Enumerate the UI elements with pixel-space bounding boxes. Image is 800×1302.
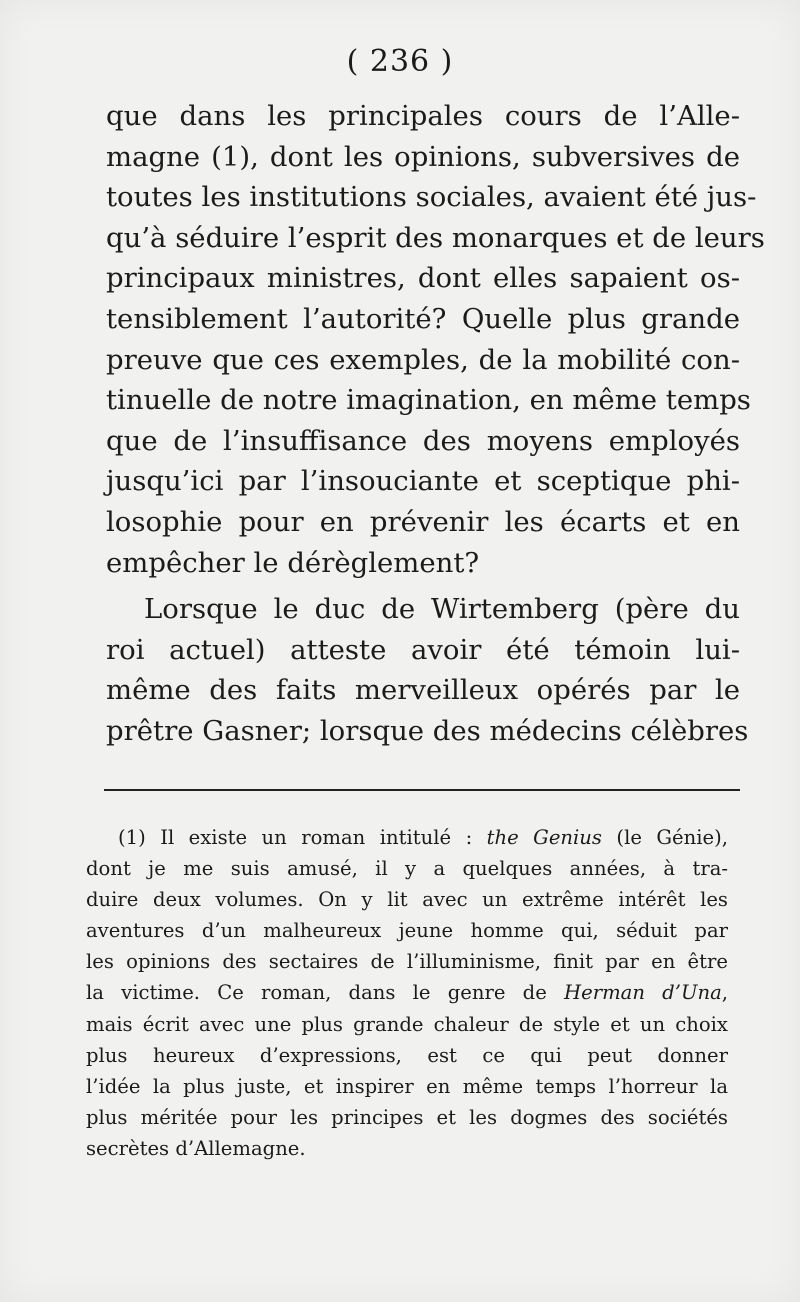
footnote-text: (1) Il existe un roman intitulé : xyxy=(118,826,487,849)
text-line: jusqu’ici par l’insouciante et sceptique phi- xyxy=(106,465,740,498)
footnote-line: les opinions des sectaires de l’illuminisme, finit par en être xyxy=(86,950,728,974)
text-line: que de l’insuffisance des moyens employés xyxy=(106,424,740,457)
text-line: que dans les principales cours de l’Alle- xyxy=(106,100,740,132)
text-line: losophie pour en prévenir les écarts et en xyxy=(106,505,740,538)
footnote-line: l’idée la plus juste, et inspirer en même temps l’horreur la xyxy=(86,1074,728,1098)
footnote-book-title: the Genius xyxy=(486,826,602,849)
footnote-line xyxy=(86,977,728,1008)
text-line: prêtre Gasner; lorsque des médecins célèbres xyxy=(106,714,749,747)
footnote-line: aventures d’un malheureux jeune homme qui, séduit par xyxy=(86,919,728,943)
page-number: ( 236 ) xyxy=(346,44,454,79)
footnote-line xyxy=(86,822,728,853)
text-line: qu’à séduire l’esprit des monarques et de leurs xyxy=(106,221,765,254)
text-line: magne (1), dont les opinions, subversives de xyxy=(106,140,740,173)
footnote-line: dont je me suis amusé, il y a quelques années, à tra- xyxy=(86,857,728,881)
footnote-line: secrètes d’Allemagne. xyxy=(86,1136,306,1160)
text-line: Lorsque le duc de Wirtemberg (père du xyxy=(144,593,740,626)
footnote-line: mais écrit avec une plus grande chaleur de style et un choix xyxy=(86,1012,728,1036)
footnote-divider xyxy=(104,789,740,791)
text-line: principaux ministres, dont elles sapaient os- xyxy=(106,262,740,295)
text-line: preuve que ces exemples, de la mobilité con- xyxy=(106,343,740,376)
text-line: tensiblement l’autorité? Quelle plus grande xyxy=(106,302,740,335)
footnote-text: , xyxy=(721,981,728,1005)
footnote-text: la victime. Ce roman, dans le genre de xyxy=(86,981,565,1005)
text-line: même des faits merveilleux opérés par le xyxy=(106,674,740,707)
footnote-book-title: Herman d’Una xyxy=(564,981,722,1005)
text-line: toutes les institutions sociales, avaient été jus- xyxy=(106,181,757,214)
text-line: empêcher le dérèglement? xyxy=(106,546,480,579)
footnote-line: duire deux volumes. On y lit avec un extrême intérêt les xyxy=(86,888,728,912)
main-text xyxy=(106,96,765,752)
footnote xyxy=(86,822,728,1164)
footnote-line: plus méritée pour les principes et les dogmes des sociétés xyxy=(86,1105,728,1129)
footnote-line: plus heureux d’expressions, est ce qui peut donner xyxy=(86,1043,728,1067)
text-line: roi actuel) atteste avoir été témoin lui- xyxy=(106,633,740,666)
footnote-text: (le Génie), xyxy=(601,826,728,849)
text-line: tinuelle de notre imagination, en même temps xyxy=(106,384,751,417)
